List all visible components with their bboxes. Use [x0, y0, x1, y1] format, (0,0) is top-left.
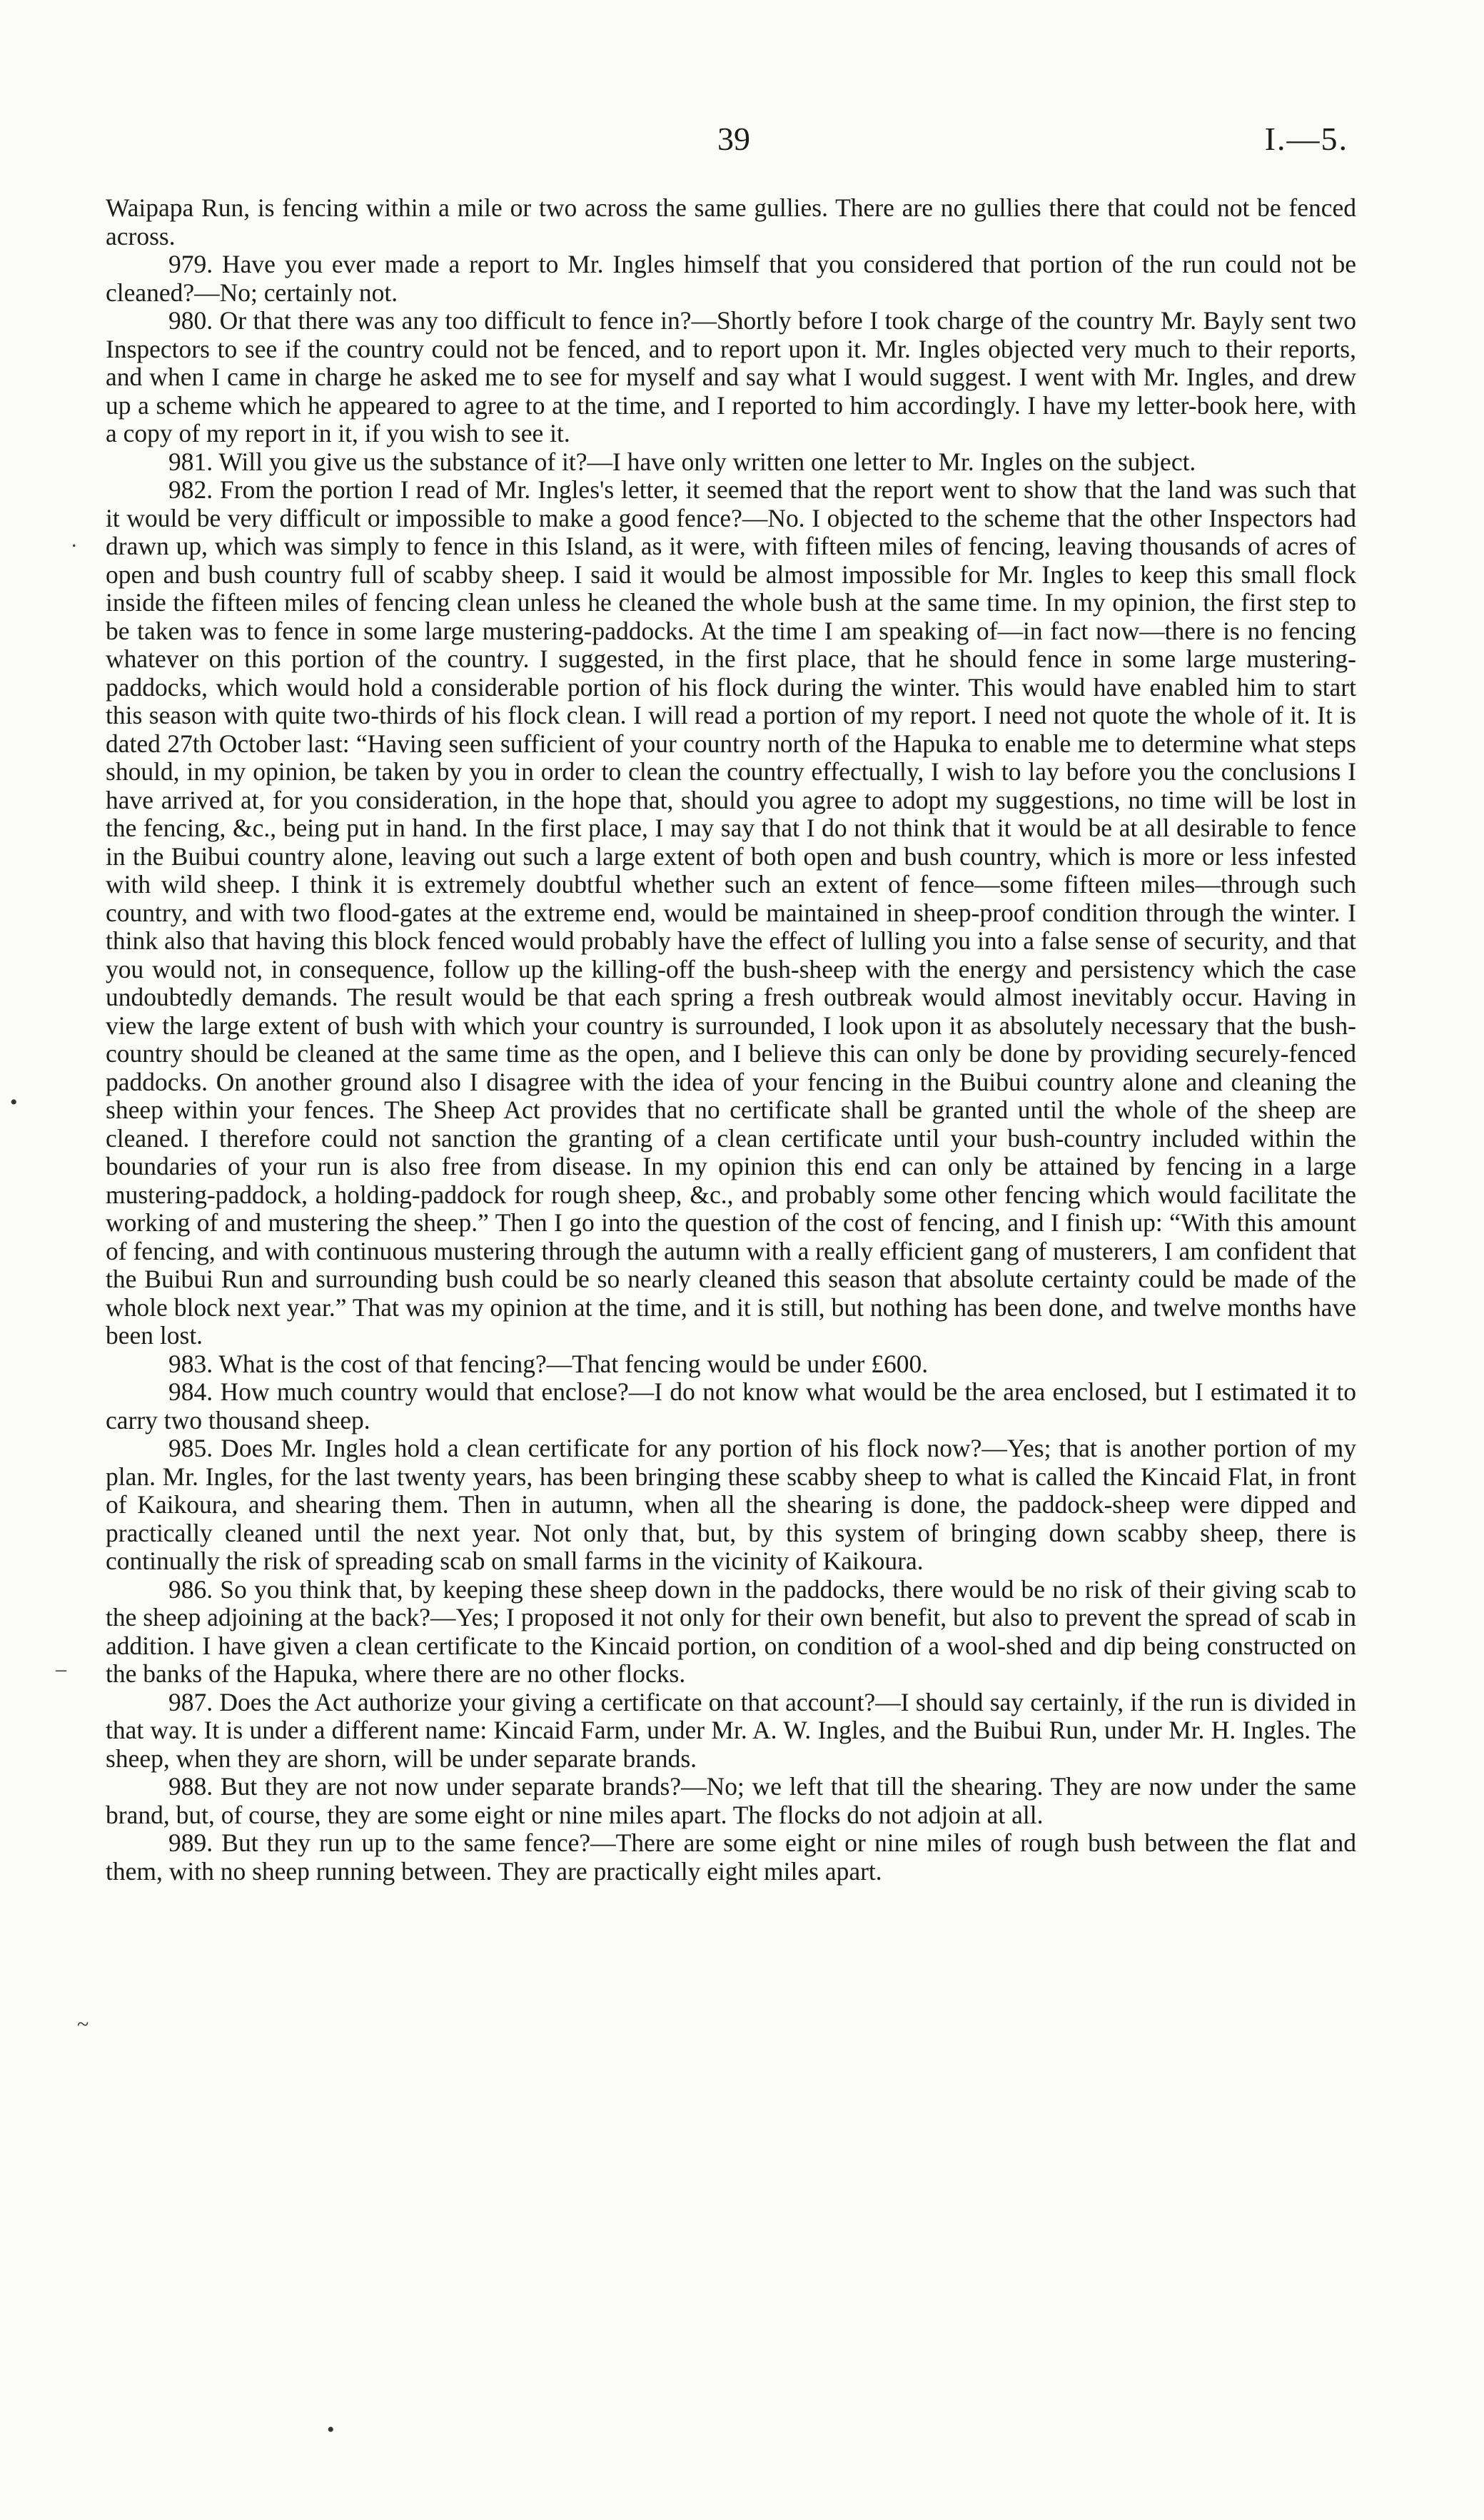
question-989: 989. But they run up to the same fence?—There are some eight or nine miles of rough bush between the flat and them, with no sheep running between. They are practically eight miles apart.: [106, 1828, 1356, 1886]
margin-speck: .: [71, 528, 77, 552]
question-987: 987. Does the Act authorize your giving a certificate on that account?—I should say certainly, if the run is divided in that way. It is under a different name: Kincaid Farm, under Mr. A. W. Ingles, and the Buibui Run, under Mr. H. Ingles. The sheep, when they are shorn, will be under separate brands.: [106, 1687, 1356, 1773]
question-982: 982. From the portion I read of Mr. Ingles's letter, it seemed that the report went to show that the land was such that it would be very difficult or impossible to make a good fence?—No. I objected to the scheme that the other Inspectors had drawn up, which was simply to fence in this Island, as it were, with fifteen miles of fencing, leaving thousands of acres of open and bush country full of scabby sheep. I said it would be almost impossible for Mr. Ingles to keep this small flock inside the fifteen miles of fencing clean unless he cleaned the whole bush at the same time. In my opinion, the first step to be taken was to fence in some large mustering-paddocks. At the time I am speaking of—in fact now—there is no fencing whatever on this portion of the country. I suggested, in the first place, that he should fence in some large mustering-paddocks, which would hold a considerable portion of his flock during the winter. This would have enabled him to start this season with quite two-thirds of his flock clean. I will read a portion of my report. I need not quote the whole of it. It is dated 27th October last: “Having seen sufficient of your country north of the Hapuka to enable me to determine what steps should, in my opinion, be taken by you in order to clean the country effectually, I wish to lay before you the conclusions I have arrived at, for you consideration, in the hope that, should you agree to adopt my suggestions, no time will be lost in the fencing, &c., being put in hand. In the first place, I may say that I do not think that it would be at all desirable to fence in the Buibui country alone, leaving out such a large extent of both open and bush country, which is more or less infested with wild sheep. I think it is extremely doubtful whether such an extent of fence—some fifteen miles—through such country, and with two flood-gates at the extreme end, would be maintained in sheep-proof condition through the winter. I think also that having this block fenced would probably have the effect of lulling you into a false sense of security, and that you would not, in consequence, follow up the killing-off the bush-sheep with the energy and persistency which the case undoubtedly demands. The result would be that each spring a fresh outbreak would almost inevitably occur. Having in view the large extent of bush with which your country is surrounded, I look upon it as absolutely necessary that the bush-country should be cleaned at the same time as the open, and I believe this can only be done by providing securely-fenced paddocks. On another ground also I disagree with the idea of your fencing in the Buibui country alone and cleaning the sheep within your fences. The Sheep Act provides that no certificate shall be granted until the whole of the sheep are cleaned. I therefore could not sanction the granting of a clean certificate until your bush-country included within the boundaries of your run is also free from disease. In my opinion this end can only be attained by fencing in a large mustering-paddock, a holding-paddock for rough sheep, &c., and probably some other fencing which would facilitate the working of and mustering the sheep.” Then I go into the question of the cost of fencing, and I finish up: “With this amount of fencing, and with continuous mustering through the autumn with a really efficient gang of musterers, I am confident that the Buibui Run and surrounding bush could be so nearly cleaned this season that absolute certainty could be made of the whole block next year.” That was my opinion at the time, and it is still, but nothing has been done, and twelve months have been lost.: [106, 475, 1356, 1350]
document-body: [106, 194, 1356, 1886]
question-981: 981. Will you give us the substance of it?—I have only written one letter to Mr. Ingles on the subject.: [168, 447, 1196, 476]
margin-dash-mark: –: [56, 1657, 66, 1681]
question-984: 984. How much country would that enclose?—I do not know what would be the area enclosed, but I estimated it to carry two thousand sheep.: [106, 1377, 1356, 1434]
question-983: 983. What is the cost of that fencing?—That fencing would be under £600.: [168, 1349, 929, 1378]
paragraph-continuation: Waipapa Run, is fencing within a mile or two across the same gullies. There are no gullies there that could not be fenced across.: [106, 193, 1356, 251]
margin-tick-mark: ~: [77, 2013, 89, 2036]
question-979: 979. Have you ever made a report to Mr. Ingles himself that you considered that portion of the run could not be cleaned?—No; certainly not.: [106, 250, 1356, 307]
question-985: 985. Does Mr. Ingles hold a clean certificate for any portion of his flock now?—Yes; that is another portion of my plan. Mr. Ingles, for the last twenty years, has been bringing these scabby sheep to what is called the Kincaid Flat, in front of Kaikoura, and shearing them. Then in autumn, when all the shearing is done, the paddock-sheep were dipped and practically cleaned until the next year. Not only that, but, by this system of bringing down scabby sheep, there is continually the risk of spreading scab on small farms in the vicinity of Kaikoura.: [106, 1434, 1356, 1575]
page-header: [0, 120, 1484, 163]
question-980: 980. Or that there was any too difficult to fence in?—Shortly before I took charge of the country Mr. Bayly sent two Inspectors to see if the country could not be fenced, and to report upon it. Mr. Ingles objected very much to their reports, and when I came in charge he asked me to see for myself and say what I would suggest. I went with Mr. Ingles, and drew up a scheme which he appeared to agree to at the time, and I reported to him accordingly. I have my letter-book here, with a copy of my report in it, if you wish to see it.: [106, 306, 1356, 447]
paper-reference: I.—5.: [1264, 121, 1348, 157]
question-988: 988. But they are not now under separate brands?—No; we left that till the shearing. They are now under the same brand, but, of course, they are some eight or nine miles apart. The flocks do not adjoin at all.: [106, 1772, 1356, 1829]
page-speck: •: [327, 2418, 335, 2441]
page-number: 39: [717, 121, 750, 157]
margin-dot-mark: •: [10, 1091, 18, 1114]
question-986: 986. So you think that, by keeping these sheep down in the paddocks, there would be no risk of their giving scab to the sheep adjoining at the back?—Yes; I proposed it not only for their own benefit, but also to prevent the spread of scab in addition. I have given a clean certificate to the Kincaid portion, on condition of a wool-shed and dip being constructed on the banks of the Hapuka, where there are no other flocks.: [106, 1574, 1356, 1688]
